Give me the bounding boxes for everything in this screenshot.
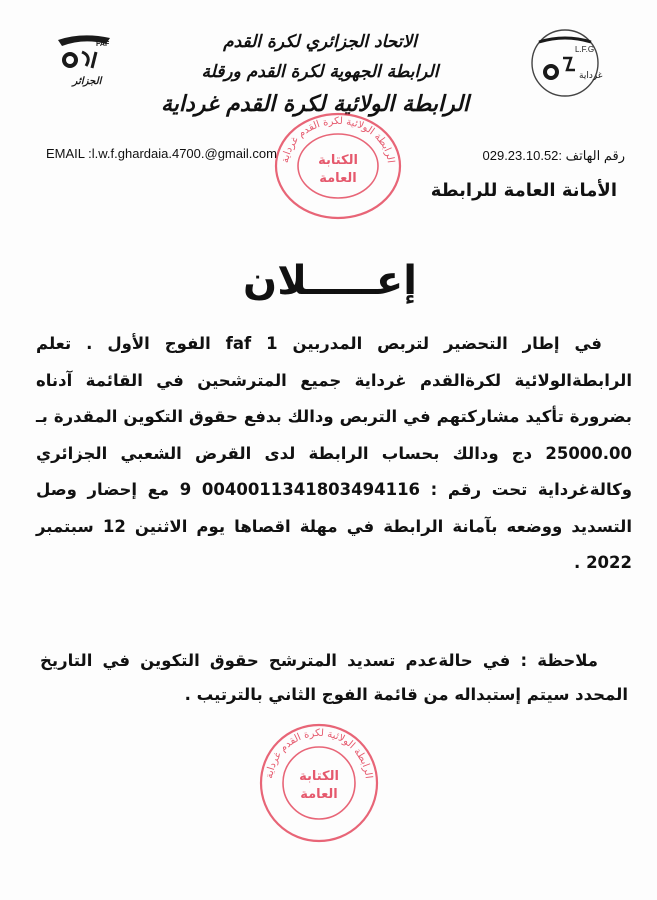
federation-title: الاتحاد الجزائري لكرة القدم [223,32,417,52]
faf-logo-icon [52,30,122,90]
stamp-bottom-ring-text: الرابطة الولائية لكرة القدم غرداية [264,727,374,780]
faf-logo-mark: FAF [96,41,110,48]
lwfg-logo-icon [525,28,605,98]
stamp-bottom-line1: الكتابة [299,769,339,784]
stamp-top-line1: الكتابة [318,153,358,168]
phone-number: رقم الهاتف :029.23.10.52 [482,148,625,163]
announcement-title: إعـــــلان [243,258,417,304]
lwfg-logo-mark: L.F.G [575,45,595,54]
note-block [40,644,628,712]
stamp-bottom-line2: العامة [300,787,338,802]
note-paragraph: ملاحظة : في حالةعدم تسديد المترشح حقوق التكوين في التاريخ المحدد سيتم إستبداله من قائمة الفوج الثاني بالترتيب . [40,651,628,704]
announcement-paragraph: في إطار التحضير لتربص المدربين faf 1 الفوج الأول . تعلم الرابطةالولائية لكرةالقدم غرداية جميع المترشحين في القائمة آدناه بضرورة تأكيد مشاركتهم في التربص ودالك بدفع حقوق التكوين المقدرة بـ 25000.00 دج ودالك بحساب الرابطة لدى القرض الشعبي الجزائري وكالةغرداية تحت رقم : 0040011341803494116 9 مع إحضار وصل التسديد ووضعه بآمانة الرابطة في مهلة اقصاها يوم الاثنين 12 سبتمبر 2022 . [36,334,633,572]
stamp-top-ring-text: الرابطة الولائية لكرة القدم غرداية [280,115,396,164]
secretariat-stamp-bottom [258,722,380,844]
secretariat-label: الأمانة العامة للرابطة [430,180,617,201]
lwfg-logo-caption: غرداية [579,71,603,81]
wilaya-league-title: الرابطة الولائية لكرة القدم غرداية [160,92,470,117]
announcement-body [36,326,632,582]
stamp-top-line2: العامة [319,171,357,186]
secretariat-stamp-top [272,110,404,222]
faf-logo-caption: الجزائر [72,76,102,87]
email-address: EMAIL :l.w.f.ghardaia.4700.@gmail.com [46,146,277,161]
regional-league-title: الرابطة الجهوية لكرة القدم ورقلة [201,62,439,82]
